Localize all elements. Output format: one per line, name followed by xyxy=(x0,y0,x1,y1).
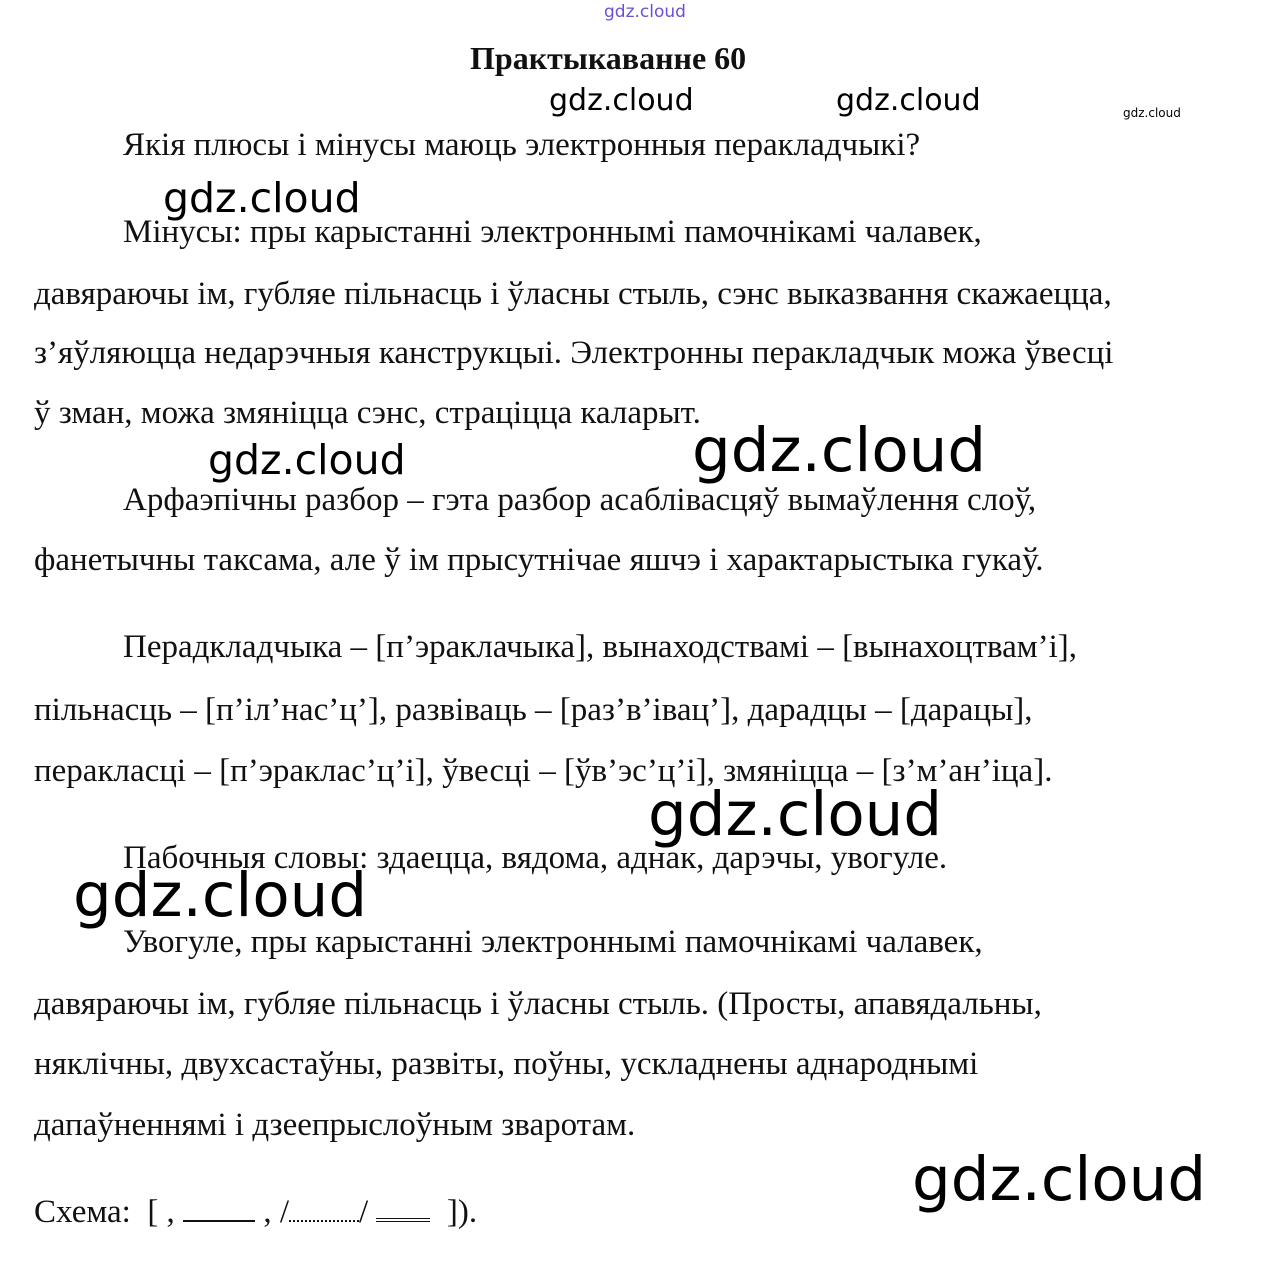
scheme-adverbial-line xyxy=(289,1198,359,1222)
scheme-subject-line xyxy=(183,1198,255,1222)
watermark: gdz.cloud xyxy=(1123,106,1181,120)
parenthetical-words: Пабочныя словы: здаецца, вядома, аднак, дарэчы, увогуле. xyxy=(123,840,948,876)
sentence-line-2: давяраючы ім, губляе пільнасць і ўласны стыль. (Просты, апавядальны, xyxy=(34,986,1042,1022)
scheme-open: [ , xyxy=(147,1194,175,1230)
orthoepic-line-2: фанетычны таксама, але ў ім прысутнічае яшчэ і характарыстыка гукаў. xyxy=(34,542,1044,578)
scheme-close: ]). xyxy=(446,1194,478,1230)
watermark: gdz.cloud xyxy=(836,83,981,118)
minus-line-3: з’яўляюцца недарэчныя канструкцыі. Электронны перакладчык можа ўвесці xyxy=(34,335,1114,371)
scheme-predicate-line xyxy=(376,1196,430,1222)
watermark: gdz.cloud xyxy=(208,436,406,484)
sentence-scheme xyxy=(34,1192,477,1232)
page-title: Практыкаванне 60 xyxy=(470,40,747,76)
sentence-line-1: Увогуле, пры карыстанні электроннымі памочнікамі чалавек, xyxy=(123,924,983,960)
sentence-line-3: няклічны, двухсастаўны, развіты, поўны, ускладнены аднароднымі xyxy=(34,1046,979,1082)
transcription-line-1: Перадкладчыка – [п’эраклачыка], вынаходствамі – [вынахоцтвам’і], xyxy=(123,629,1078,665)
minus-line-2: давяраючы ім, губляе пільнасць і ўласны стыль, сэнс выказвання скажаецца, xyxy=(34,276,1112,312)
watermark: gdz.cloud xyxy=(692,415,987,486)
minus-line-1: Мінусы: пры карыстанні электроннымі памочнікамі чалавек, xyxy=(123,214,982,250)
watermark: gdz.cloud xyxy=(163,174,361,222)
transcription-line-3: перакласці – [п’эраклас’ц’і], ўвесці – [ўв’эс’ц’і], змяніцца – [з’м’ан’іца]. xyxy=(34,753,1053,789)
watermark: gdz.cloud xyxy=(549,83,694,118)
scheme-comma: , xyxy=(263,1194,272,1230)
transcription-line-2: пільнасць – [п’іл’нас’ц’], развіваць – [раз’в’івац’], дарадцы – [дарацы], xyxy=(34,692,1033,728)
minus-line-4: ў зман, можа змяніцца сэнс, страціцца каларыт. xyxy=(34,395,701,431)
scheme-slash-1: / xyxy=(279,1194,289,1230)
top-watermark: gdz.cloud xyxy=(604,2,686,22)
watermark: gdz.cloud xyxy=(648,779,943,850)
sentence-line-4: дапаўненнямі і дзеепрыслоўным зваротам. xyxy=(34,1107,636,1143)
scheme-label: Схема: xyxy=(34,1194,131,1230)
watermark: gdz.cloud xyxy=(73,860,368,931)
watermark: gdz.cloud xyxy=(912,1144,1207,1215)
orthoepic-line-1: Арфаэпічны разбор – гэта разбор асаблівасцяў вымаўлення слоў, xyxy=(123,482,1037,518)
scheme-slash-2: / xyxy=(358,1194,369,1230)
question: Якія плюсы і мінусы маюць электронныя перакладчыкі? xyxy=(123,127,921,163)
